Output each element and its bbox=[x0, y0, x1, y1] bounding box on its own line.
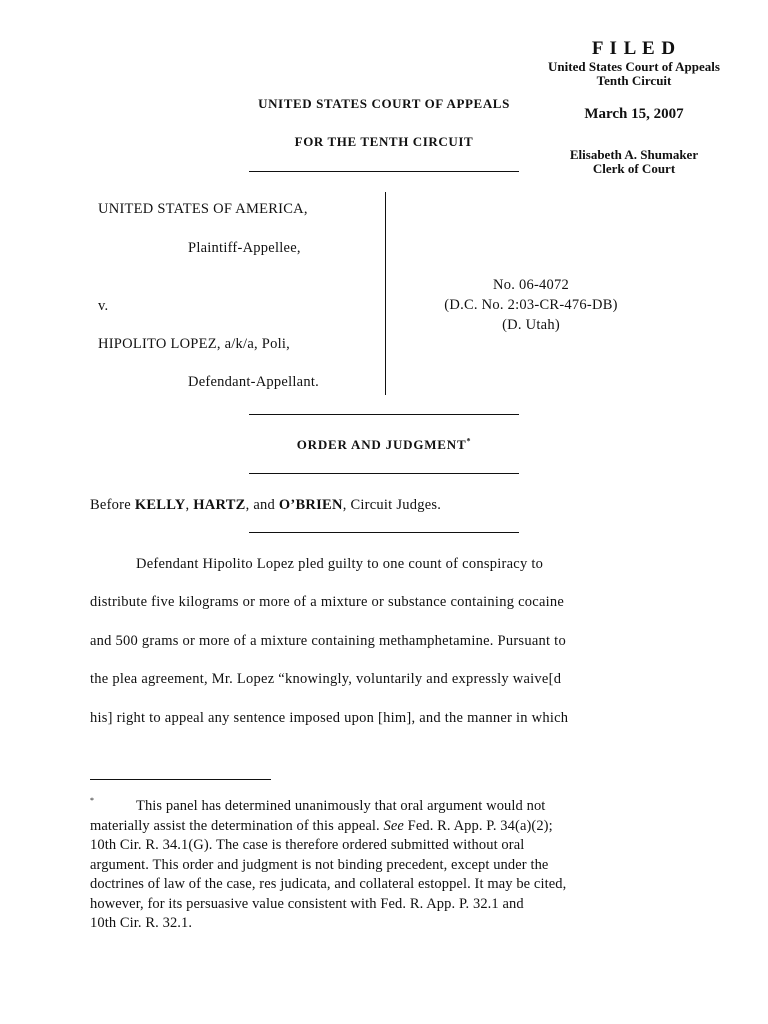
judge-kelly: KELLY bbox=[134, 497, 186, 513]
district-case-number: (D.C. No. 2:03-CR-476-DB) bbox=[444, 297, 618, 313]
footnote-line: however, for its persuasive value consistent with Fed. R. App. P. 32.1 and bbox=[90, 896, 524, 912]
order-title-text: ORDER AND JUDGMENT bbox=[296, 437, 467, 452]
before-sep1: , bbox=[185, 497, 194, 513]
clerk-title: Clerk of Court bbox=[592, 161, 676, 176]
defendant-role: Defendant-Appellant. bbox=[188, 374, 320, 390]
judge-obrien: O’BRIEN bbox=[278, 497, 343, 513]
before-rule bbox=[249, 532, 519, 533]
body-line: distribute five kilograms or more of a mixture or substance containing cocaine bbox=[90, 594, 565, 610]
body-line: his] right to appeal any sentence imposed upon [him], and the manner in which bbox=[90, 710, 569, 726]
case-number: No. 06-4072 bbox=[492, 277, 570, 293]
defendant-name: HIPOLITO LOPEZ, a/k/a, Poli, bbox=[98, 336, 290, 352]
before-judges bbox=[90, 497, 441, 514]
body-line: the plea agreement, Mr. Lopez “knowingly, voluntarily and expressly waive[d bbox=[90, 671, 562, 687]
footnote-line: This panel has determined unanimously that oral argument would not bbox=[136, 798, 546, 814]
before-sep2: , and bbox=[245, 497, 279, 513]
footnote-see: See bbox=[383, 818, 404, 834]
clerk-name: Elisabeth A. Shumaker bbox=[569, 147, 699, 162]
filed-circuit: Tenth Circuit bbox=[596, 73, 672, 88]
footnote-line: doctrines of law of the case, res judicata, and collateral estoppel. It may be cited, bbox=[90, 876, 567, 892]
footnote-line: argument. This order and judgment is not binding precedent, except under the bbox=[90, 857, 549, 873]
body-line: Defendant Hipolito Lopez pled guilty to one count of conspiracy to bbox=[136, 556, 544, 572]
header-rule bbox=[249, 171, 519, 172]
footnote-text: Fed. R. App. P. 34(a)(2); bbox=[403, 818, 553, 834]
filed-label: F I L E D bbox=[591, 38, 677, 59]
footnote-line bbox=[90, 817, 553, 837]
district: (D. Utah) bbox=[502, 317, 560, 333]
title-rule bbox=[249, 473, 519, 474]
footnote-rule bbox=[90, 779, 271, 780]
before-prefix: Before bbox=[90, 497, 135, 513]
versus: v. bbox=[98, 298, 109, 314]
order-title bbox=[200, 437, 568, 453]
body-line: and 500 grams or more of a mixture containing methamphetamine. Pursuant to bbox=[90, 633, 566, 649]
order-footnote-mark: * bbox=[466, 436, 472, 446]
plaintiff-name: UNITED STATES OF AMERICA, bbox=[98, 201, 308, 217]
footnote-text: materially assist the determination of this appeal. bbox=[90, 818, 384, 834]
court-circuit: FOR THE TENTH CIRCUIT bbox=[294, 134, 474, 149]
footnote-line: 10th Cir. R. 34.1(G). The case is therefore ordered submitted without oral bbox=[90, 837, 525, 853]
plaintiff-role: Plaintiff-Appellee, bbox=[188, 240, 301, 256]
court-name: UNITED STATES COURT OF APPEALS bbox=[258, 96, 510, 111]
filed-date: March 15, 2007 bbox=[584, 106, 684, 122]
footnote-line: 10th Cir. R. 32.1. bbox=[90, 915, 193, 931]
filed-court: United States Court of Appeals bbox=[548, 59, 720, 74]
caption-divider bbox=[385, 192, 386, 395]
before-suffix: , Circuit Judges. bbox=[342, 497, 442, 513]
judge-hartz: HARTZ bbox=[193, 497, 246, 513]
caption-rule bbox=[249, 414, 519, 415]
